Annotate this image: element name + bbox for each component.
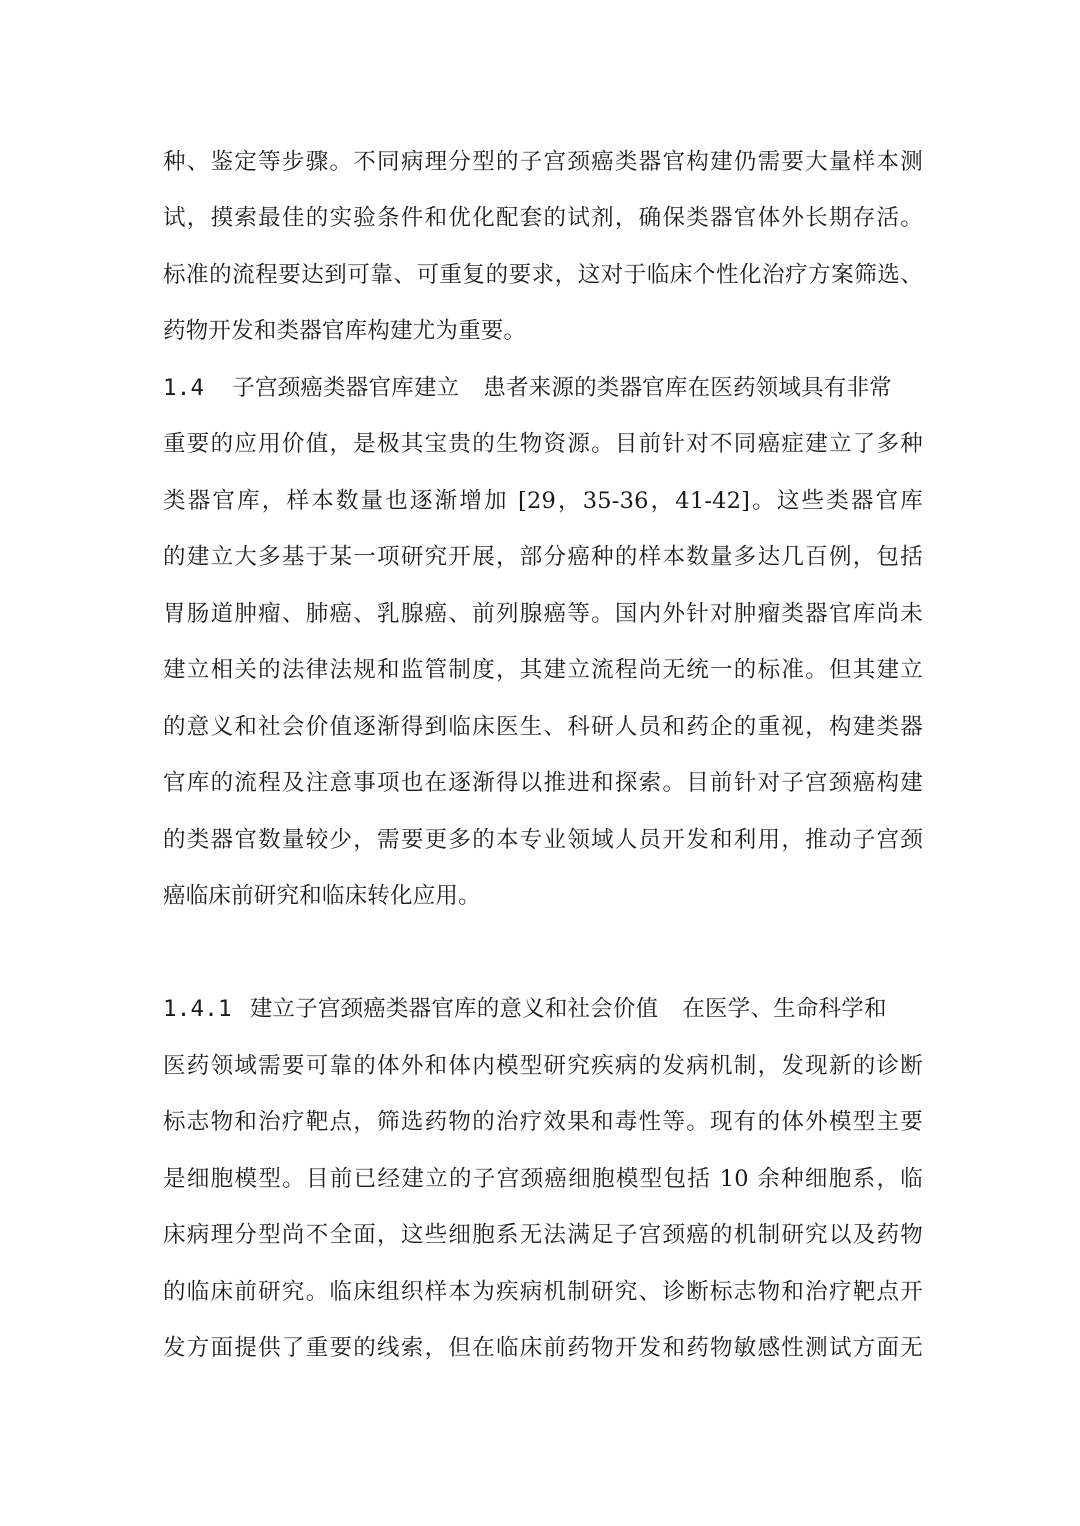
paragraph-line: 发方面提供了重要的线索，但在临床前药物开发和药物敏感性测试方面无 (163, 1335, 923, 1361)
section-text: 患者来源的类器官库在医药领域具有非常 (483, 375, 892, 401)
paragraph-line: 是细胞模型。目前已经建立的子宫颈癌细胞模型包括 10 余种细胞系，临 (163, 1166, 923, 1192)
paragraph-line: 标准的流程要达到可靠、可重复的要求，这对于临床个性化治疗方案筛选、 (163, 262, 923, 288)
section-number: 1.4.1 (163, 996, 232, 1022)
paragraph-line: 药物开发和类器官库构建尤为重要。 (163, 318, 527, 344)
paragraph-line: 床病理分型尚不全面，这些细胞系无法满足子宫颈癌的机制研究以及药物 (163, 1222, 923, 1248)
paragraph-line: 建立相关的法律法规和监管制度，其建立流程尚无统一的标准。但其建立 (163, 657, 923, 683)
paragraph-line: 种、鉴定等步骤。不同病理分型的子宫颈癌类器官构建仍需要大量样本测 (163, 149, 923, 175)
section-heading: 建立子宫颈癌类器官库的意义和社会价值 (249, 996, 659, 1022)
paragraph-line: 的临床前研究。临床组织样本为疾病机制研究、诊断标志物和治疗靶点开 (163, 1279, 923, 1305)
paragraph-line: 官库的流程及注意事项也在逐渐得以推进和探索。目前针对子宫颈癌构建 (163, 770, 923, 796)
paragraph-line: 试，摸索最佳的实验条件和优化配套的试剂，确保类器官体外长期存活。 (163, 205, 923, 231)
section-heading: 子宫颈癌类器官库建立 (232, 375, 460, 401)
section-heading-line (163, 368, 923, 408)
paragraph-line: 的类器官数量较少，需要更多的本专业领域人员开发和利用，推动子宫颈 (163, 827, 923, 853)
paragraph-line: 标志物和治疗靶点，筛选药物的治疗效果和毒性等。现有的体外模型主要 (163, 1109, 923, 1135)
section-text: 在医学、生命科学和 (682, 996, 887, 1022)
paragraph-line: 医药领域需要可靠的体外和体内模型研究疾病的发病机制，发现新的诊断 (163, 1053, 923, 1079)
paragraph-line: 的建立大多基于某一项研究开展，部分癌种的样本数量多达几百例，包括 (163, 544, 923, 570)
section-number: 1.4 (163, 375, 205, 401)
paragraph-line: 重要的应用价值，是极其宝贵的生物资源。目前针对不同癌症建立了多种 (163, 431, 923, 457)
paragraph-line: 胃肠道肿瘤、肺癌、乳腺癌、前列腺癌等。国内外针对肿瘤类器官库尚未 (163, 601, 923, 627)
paragraph-line: 癌临床前研究和临床转化应用。 (163, 883, 481, 909)
paragraph-line: 类器官库，样本数量也逐渐增加 [29，35-36，41-42]。这些类器官库 (163, 488, 923, 514)
section-heading-line (163, 989, 923, 1029)
paragraph-line: 的意义和社会价值逐渐得到临床医生、科研人员和药企的重视，构建类器 (163, 714, 923, 740)
